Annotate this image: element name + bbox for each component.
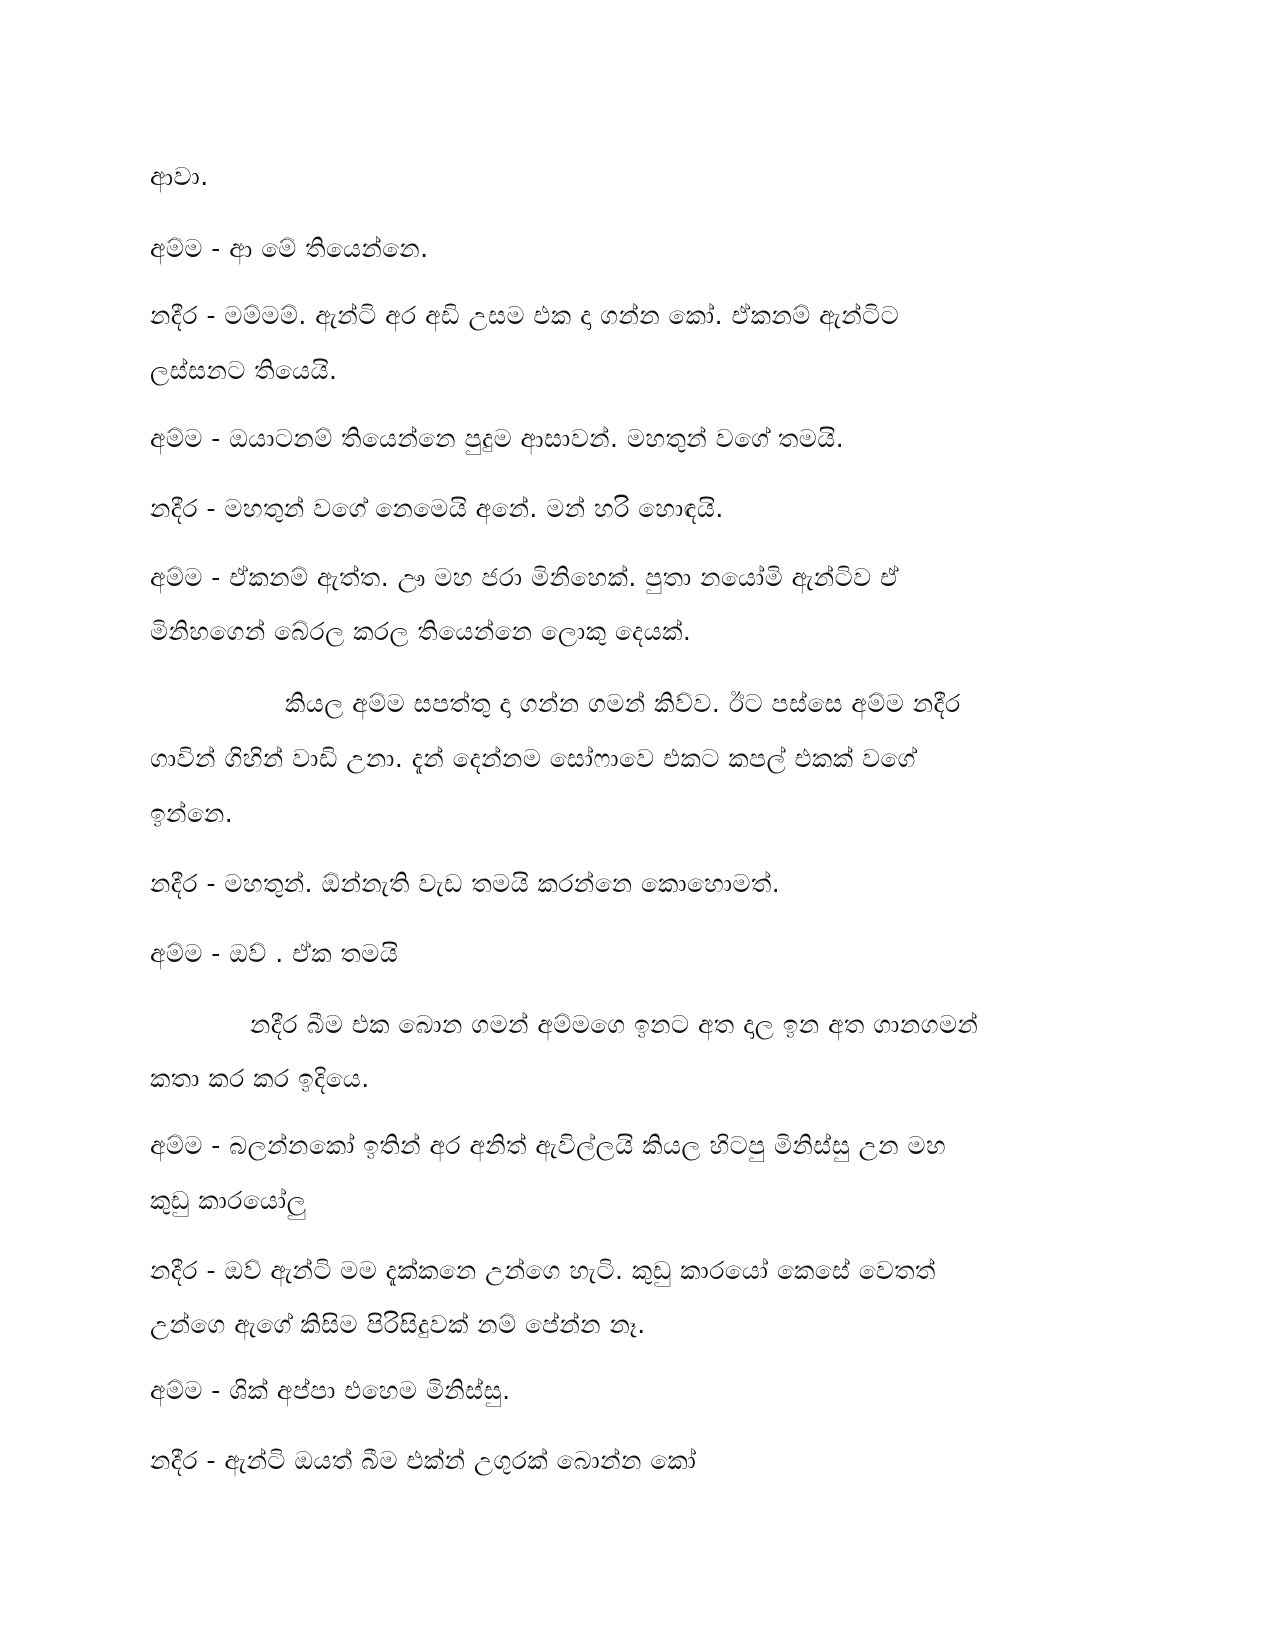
text-line: නදීර - මහතුන්. ඕන්නැති වැඩ තමයි කරන්නෙ කොහොමත්. [150, 869, 781, 898]
text-line: මිනිහගෙන් බේරල කරල තියෙන්නෙ ලොකු දෙයක්. [150, 617, 692, 646]
text-line: නදීර - ඇන්ටි ඔයත් බීම එක්න් උගුරක් බොන්න කෝ [150, 1446, 697, 1475]
text-line: අම්ම - ඔව් . ඒක තමයි [150, 939, 399, 968]
text-line: අම්ම - ආ මේ තියෙන්නෙ. [150, 234, 429, 263]
text-line: ලස්සනට තියෙයි. [150, 356, 338, 385]
text-line: අම්ම - ඔයාටනම් තියෙන්නෙ පුදුම ආසාවන්. මහතුන් වගේ තමයි. [150, 424, 845, 453]
text-line: නදීර - මම්මම්. ඇන්ටි අර අඩි උසම එක දා ගන්න කෝ. ඒකනම් ඇන්ටිට [150, 301, 900, 330]
text-line: ඉන්නෙ. [150, 799, 234, 828]
text-line: අම්ම - බලන්නකෝ ඉතින් අර අනිත් ඇවිල්ලයි කියල හිටපු මිනිස්සු උන මහ [150, 1131, 947, 1160]
text-line: ගාවින් ගිහින් වාඩි උනා. දැන් දෙන්නම සෝෆාවෙ එකට කපල් එකක් වගේ [150, 744, 916, 773]
text-line: කියල අම්ම සපත්තු දා ගන්න ගමන් කිව්ව. ඊට පස්සෙ අම්ම නදීර [285, 689, 961, 718]
text-line: නදීර බීම එක බොන ගමන් අම්මගෙ ඉනට අත දාල ඉන අත ගානගමන් [250, 1010, 979, 1039]
text-line: ආවා. [150, 162, 209, 191]
text-line: අම්ම - ශික් අප්පා එහෙම මිනිස්සු. [150, 1376, 511, 1405]
text-line: කුඩු කාරයෝලු [150, 1186, 307, 1215]
text-line: නදීර - මහතුන් වගේ නෙමෙයි අනේ. මන් හරි හොඳයි. [150, 494, 724, 523]
text-line: කතා කර කර ඉදියෙ. [150, 1064, 370, 1093]
text-line: නදීර - ඔව් ඇන්ටි මම දැක්කනෙ උන්ගෙ හැටි. කුඩු කාරයෝ කෙසේ වෙතත් [150, 1256, 936, 1285]
text-line: උන්ගෙ ඇගේ කිසිම පිරිසිදුවක් නම් පේන්න නෑ. [150, 1310, 646, 1339]
text-line: අම්ම - ඒකනම් ඇත්ත. ඌ මහ ජරා මිනිහෙක්. පුතා නයෝමි ඇන්ටිව ඒ [150, 563, 900, 592]
